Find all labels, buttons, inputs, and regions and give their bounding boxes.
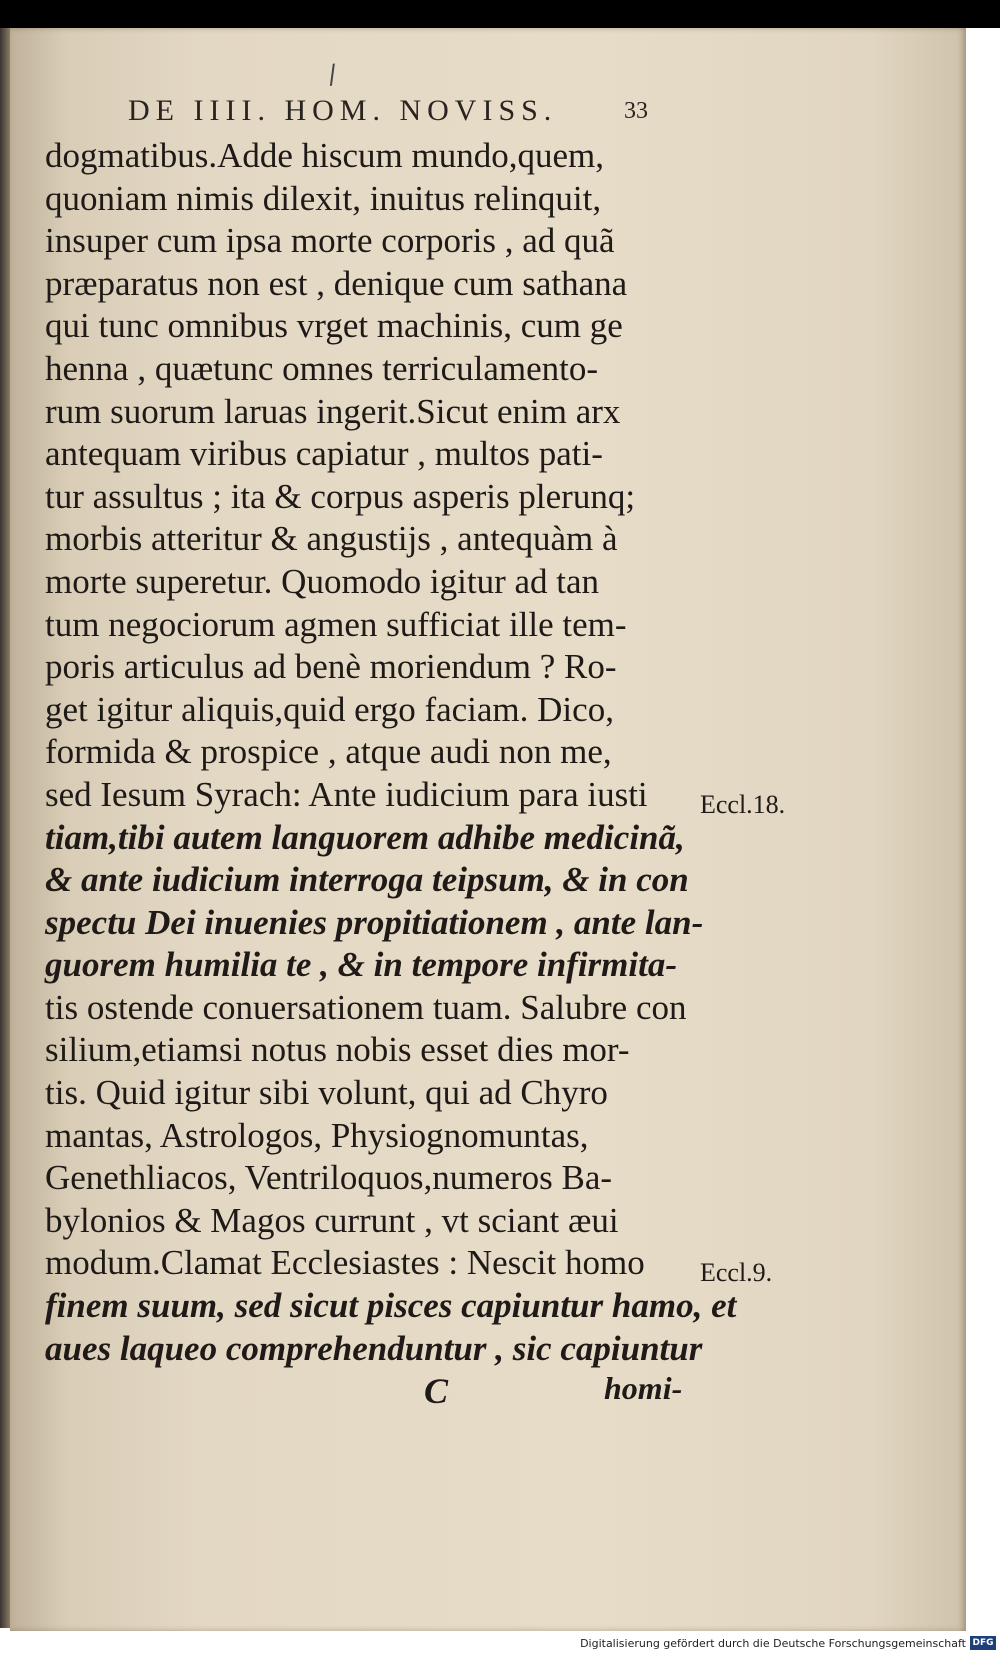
marginal-note-eccl-9: Eccl.9. (700, 1258, 773, 1287)
marginal-note-eccl-18: Eccl.18. (700, 790, 786, 819)
running-head (128, 94, 688, 128)
text-line: modum.Clamat Ecclesiastes : Nescit homo (45, 1243, 645, 1283)
text-line: formida & prospice , atque audi non me, (45, 732, 612, 772)
text-line: quoniam nimis dilexit, inuitus relinquit, (45, 178, 602, 218)
text-line: dogmatibus.Adde hiscum mundo,quem, (45, 136, 604, 175)
text-line: & ante iudicium interroga teipsum, & in con (45, 860, 689, 900)
text-line: silium,etiamsi notus nobis esset dies mor- (45, 1030, 630, 1070)
head-mark: / (325, 59, 340, 91)
text-line: sed Iesum Syrach: Ante iudicium para iusti (45, 774, 648, 814)
text-line: tur assultus ; ita & corpus asperis plerunq; (45, 476, 636, 516)
signature-mark: C (424, 1371, 449, 1411)
text-line: aues laqueo comprehenduntur , sic capiuntur (45, 1328, 703, 1368)
running-head-title: DE IIII. HOM. NOVISS. (128, 94, 558, 127)
text-line: guorem humilia te , & in tempore infirmita- (45, 945, 677, 985)
text-line: rum suorum laruas ingerit.Sicut enim arx (45, 391, 621, 431)
text-line: finem suum, sed sicut pisces capiuntur hamo, et (45, 1286, 737, 1326)
text-line: bylonios & Magos currunt , vt sciant æui (45, 1200, 619, 1240)
catchword: homi- (604, 1370, 683, 1406)
text-line: Genethliacos, Ventriloquos,numeros Ba- (45, 1158, 613, 1198)
text-line: henna , quætunc omnes terriculamento- (45, 348, 599, 388)
top-border (0, 0, 1000, 28)
text-line: qui tunc omnibus vrget machinis, cum ge (45, 306, 623, 346)
text-line: morbis atteritur & angustijs , antequàm à (45, 519, 618, 559)
book-spine-edge (0, 28, 10, 1628)
text-line: get igitur aliquis,quid ergo faciam. Dico, (45, 689, 614, 729)
footer-credit: Digitalisierung gefördert durch die Deutsche Forschungsgemeinschaft (580, 1637, 966, 1650)
text-line: tiam,tibi autem languorem adhibe medicinã, (45, 817, 685, 857)
text-line: spectu Dei inuenies propitiationem , ante lan- (45, 902, 704, 942)
text-line: tis. Quid igitur sibi volunt, qui ad Chyro (45, 1073, 608, 1113)
right-margin (966, 28, 1000, 1631)
text-line: tum negociorum agmen sufficiat ille tem- (45, 604, 627, 644)
page-number: 33 (624, 98, 648, 124)
dfg-logo-icon: DFG (970, 1636, 996, 1650)
text-line: antequam viribus capiatur , multos pati- (45, 434, 603, 474)
text-line: morte superetur. Quomodo igitur ad tan (45, 561, 600, 601)
text-line: tis ostende conuersationem tuam. Salubre con (45, 987, 687, 1027)
text-line: insuper cum ipsa morte corporis , ad quã (45, 221, 615, 261)
text-line: poris articulus ad benè moriendum ? Ro- (45, 647, 617, 687)
footer (0, 1631, 1000, 1656)
text-line: mantas, Astrologos, Physiognomuntas, (45, 1115, 589, 1155)
text-line: præparatus non est , denique cum sathana (45, 263, 628, 303)
